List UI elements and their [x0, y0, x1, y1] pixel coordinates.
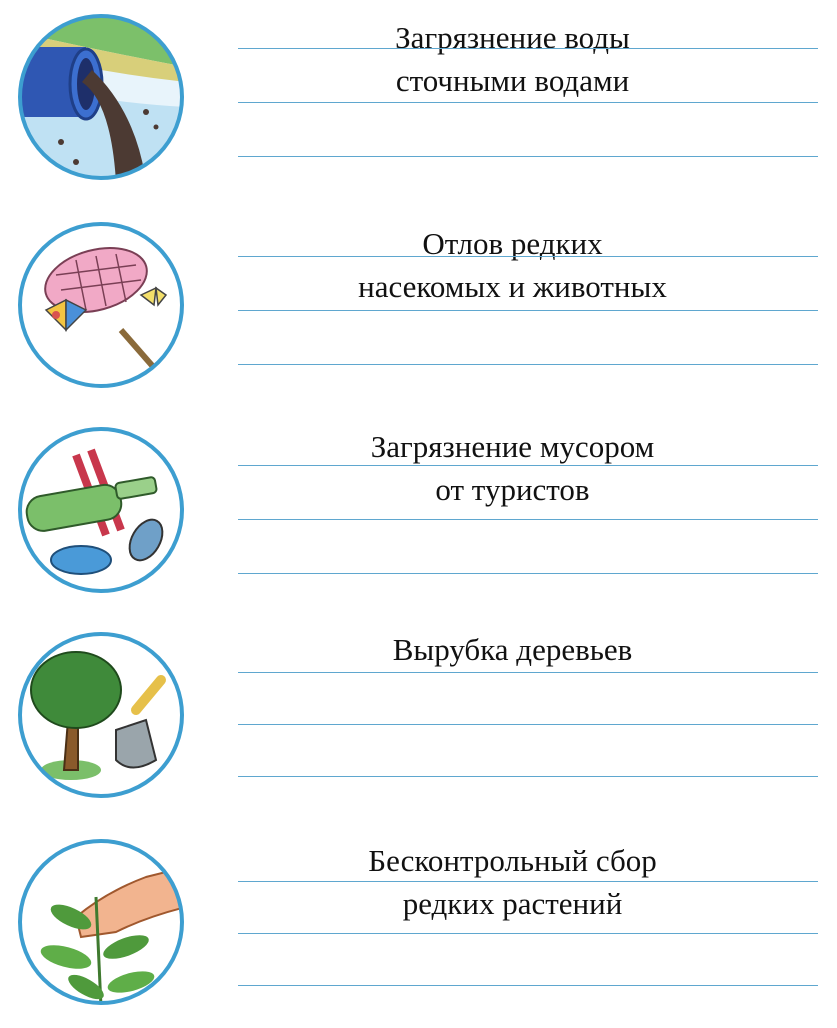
- hand-plant-icon: [16, 837, 186, 1007]
- item-caption: [240, 425, 785, 511]
- exercise-item-catching-animals: [0, 208, 837, 413]
- answer-line: [238, 256, 818, 257]
- caption-line-2: сточными водами: [395, 63, 630, 98]
- item-caption: [240, 839, 785, 925]
- caption-line-2: насекомых и животных: [358, 269, 667, 304]
- exercise-item-tourist-litter: [0, 413, 837, 618]
- answer-line: [238, 102, 818, 103]
- item-caption: [240, 16, 785, 102]
- tree-axe-icon: [16, 630, 186, 800]
- answer-line: [238, 881, 818, 882]
- litter-icon: [16, 425, 186, 595]
- butterfly-net-icon: [16, 220, 186, 390]
- answer-line: [238, 519, 818, 520]
- exercise-item-water-pollution: [0, 0, 837, 205]
- exercise-item-plant-collecting: [0, 823, 837, 1028]
- answer-line: [238, 672, 818, 673]
- caption-line-1: Загрязнение воды: [395, 20, 630, 55]
- caption-line-1: Отлов редких: [422, 226, 603, 261]
- answer-line: [238, 933, 818, 934]
- answer-line: [238, 364, 818, 365]
- answer-line: [238, 48, 818, 49]
- caption-line-1: Загрязнение мусором: [370, 429, 655, 464]
- caption-line-1: Бесконтрольный сбор: [368, 843, 657, 878]
- caption-line-2: редких растений: [402, 886, 623, 921]
- answer-line: [238, 724, 818, 725]
- caption-line-2: от туристов: [435, 472, 590, 507]
- answer-line: [238, 573, 818, 574]
- answer-line: [238, 156, 818, 157]
- answer-line: [238, 310, 818, 311]
- caption-line-1: Вырубка деревьев: [392, 632, 633, 667]
- answer-line: [238, 465, 818, 466]
- exercise-item-tree-felling: [0, 618, 837, 823]
- pipe-sewage-icon: [16, 12, 186, 182]
- answer-line: [238, 985, 818, 986]
- answer-line: [238, 776, 818, 777]
- item-caption: [240, 628, 785, 671]
- item-caption: [240, 222, 785, 308]
